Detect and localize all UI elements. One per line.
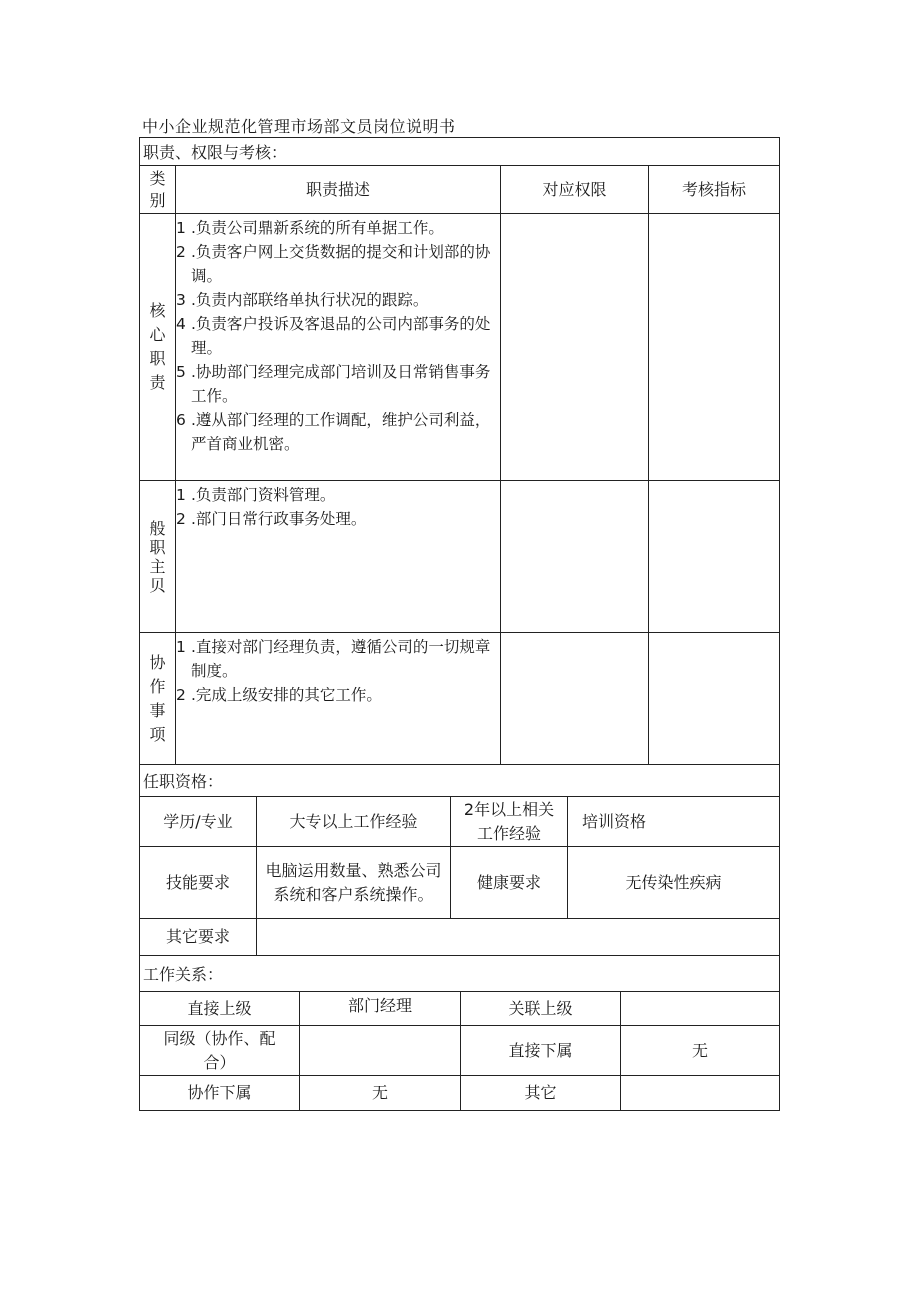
cooperation-indicator-cell	[649, 633, 780, 765]
list-item: 1 .直接对部门经理负责，遵循公司的一切规章制度。	[176, 638, 491, 680]
list-item: 1 .负责公司鼎新系统的所有单据工作。	[176, 219, 444, 237]
experience-value: 2年以上相关工作经验	[451, 797, 568, 847]
list-item: 3 .负责内部联络单执行状况的跟踪。	[176, 291, 429, 309]
other-relation-label: 其它	[461, 1076, 621, 1111]
core-authority-cell	[501, 214, 649, 481]
education-value: 大专以上工作经验	[257, 797, 451, 847]
skill-label: 技能要求	[140, 847, 257, 919]
list-item: 2 .部门日常行政事务处理。	[176, 510, 367, 528]
skill-value: 电脑运用数量、熟悉公司系统和客户系统操作。	[257, 847, 451, 919]
cooperation-authority-cell	[501, 633, 649, 765]
other-requirement-value	[257, 919, 780, 956]
cooperation-list	[176, 633, 501, 765]
cooperative-subordinate-label: 协作下属	[140, 1076, 300, 1111]
list-item: 4 .负责客户投诉及客退品的公司内部事务的处理。	[176, 315, 491, 357]
description-header: 职责描述	[176, 166, 501, 214]
list-item: 1 .负责部门资料管理。	[176, 486, 336, 504]
qualification-section-heading: 任职资格：	[140, 765, 780, 797]
general-authority-cell	[501, 481, 649, 633]
document-title: 中小企业规范化管理市场部文员岗位说明书	[142, 117, 456, 136]
qualification-table	[139, 765, 780, 956]
general-duties-label: 般 职 主 贝	[140, 481, 176, 633]
peer-value	[300, 1026, 461, 1076]
cooperation-label: 协 作 事 项	[140, 633, 176, 765]
general-duties-list	[176, 481, 501, 633]
category-header: 类 别	[140, 166, 176, 214]
health-value: 无传染性疾病	[568, 847, 780, 919]
direct-subordinate-value: 无	[621, 1026, 780, 1076]
peer-label: 同级（协作、配合）	[140, 1026, 300, 1076]
direct-subordinate-label: 直接下属	[461, 1026, 621, 1076]
direct-superior-value: 部门经理	[300, 992, 461, 1026]
general-indicator-cell	[649, 481, 780, 633]
other-requirement-label: 其它要求	[140, 919, 257, 956]
education-label: 学历/专业	[140, 797, 257, 847]
list-item: 6 .遵从部门经理的工作调配，维护公司利益，严首商业机密。	[176, 411, 491, 453]
direct-superior-label: 直接上级	[140, 992, 300, 1026]
core-duties-label: 核 心 职 责	[140, 214, 176, 481]
list-item: 2 .完成上级安排的其它工作。	[176, 686, 382, 704]
core-indicator-cell	[649, 214, 780, 481]
training-label: 培训资格	[568, 797, 780, 847]
related-superior-label: 关联上级	[461, 992, 621, 1026]
cooperative-subordinate-value: 无	[300, 1076, 461, 1111]
relations-table	[139, 956, 780, 1111]
indicator-header: 考核指标	[649, 166, 780, 214]
core-duties-list	[176, 214, 501, 481]
list-item: 5 .协助部门经理完成部门培训及日常销售事务工作。	[176, 363, 491, 405]
duties-table	[139, 137, 780, 765]
duties-section-heading: 职责、权限与考核：	[140, 138, 780, 166]
related-superior-value	[621, 992, 780, 1026]
relations-section-heading: 工作关系：	[140, 956, 780, 992]
health-label: 健康要求	[451, 847, 568, 919]
authority-header: 对应权限	[501, 166, 649, 214]
other-relation-value	[621, 1076, 780, 1111]
list-item: 2 .负责客户网上交货数据的提交和计划部的协调。	[176, 243, 491, 285]
